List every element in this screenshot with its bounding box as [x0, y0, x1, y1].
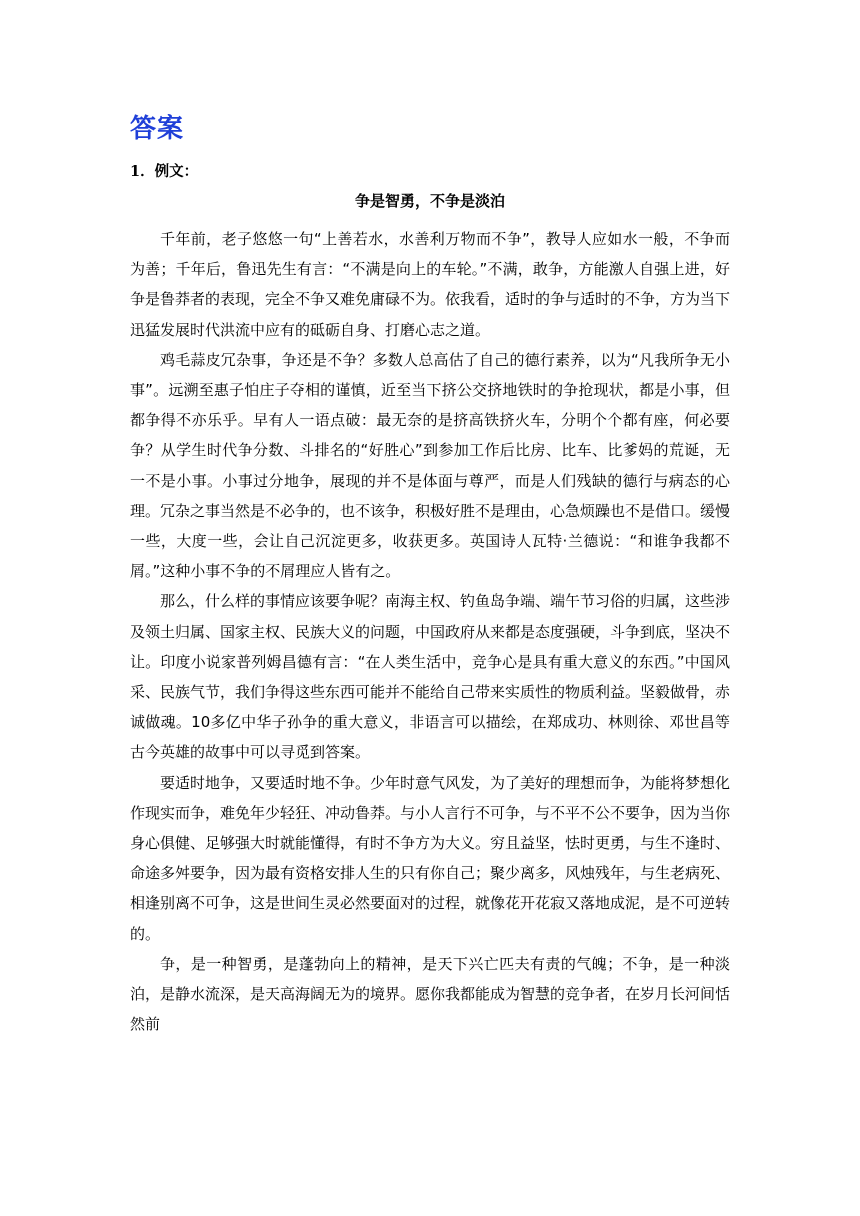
essay-paragraph: 鸡毛蒜皮冗杂事，争还是不争？多数人总高估了自己的德行素养，以为“凡我所争无小事”。远溯至惠子怕庄子夺相的谨慎，近至当下挤公交挤地铁时的争抢现状，都是小事，但都争得不亦乐乎。早有人一语点破：最无奈的是挤高铁挤火车，分明个个都有座，何必要争？从学生时代争分数、斗排名的“好胜心”到参加工作后比房、比车、比爹妈的荒诞，无一不是小事。小事过分地争，展现的并不是体面与尊严，而是人们残缺的德行与病态的心理。冗杂之事当然是不必争的，也不该争，积极好胜不是理由，心急烦躁也不是借口。缓慢一些，大度一些，会让自己沉淀更多，收获更多。英国诗人瓦特·兰德说：“和谁争我都不屑。”这种小事不争的不屑理应人皆有之。 [130, 350, 731, 581]
essay-paragraph: 争，是一种智勇，是蓬勃向上的精神，是天下兴亡匹夫有责的气魄；不争，是一种淡泊，是静水流深，是天高海阔无为的境界。愿你我都能成为智慧的竞争者，在岁月长河间恬然前 [130, 954, 731, 1034]
essay-body [130, 224, 730, 1039]
question-number-label: 1．例文： [130, 163, 199, 180]
essay-paragraph: 那么，什么样的事情应该要争呢？南海主权、钓鱼岛争端、端午节习俗的归属，这些涉及领土归属、国家主权、民族大义的问题，中国政府从来都是态度强硬，斗争到底，坚决不让。印度小说家普列姆昌德有言：“在人类生活中，竞争心是具有重大意义的东西。”中国风采、民族气节，我们争得这些东西可能并不能给自己带来实质性的物质利益。坚毅做骨，赤诚做魂。10多亿中华子孙争的重大意义，非语言可以描绘，在郑成功、林则徐、邓世昌等古今英雄的故事中可以寻觅到答案。 [130, 592, 731, 762]
essay-paragraph: 千年前，老子悠悠一句“上善若水，水善利万物而不争”，教导人应如水一般，不争而为善；千年后，鲁迅先生有言：“不满是向上的车轮。”不满，敢争，方能激人自强上进，好争是鲁莽者的表现，完全不争又难免庸碌不为。依我看，适时的争与适时的不争，方为当下迅猛发展时代洪流中应有的砥砺自身、打磨心志之道。 [130, 230, 731, 339]
essay-paragraph: 要适时地争，又要适时地不争。少年时意气风发，为了美好的理想而争，为能将梦想化作现实而争，难免年少轻狂、冲动鲁莽。与小人言行不可争，与不平不公不要争，因为当你身心俱健、足够强大时就能懂得，有时不争方为大义。穷且益坚，怯时更勇，与生不逢时、命途多舛要争，因为最有资格安排人生的只有你自己；聚少离多，风烛残年，与生老病死、相逢别离不可争，这是世间生灵必然要面对的过程，就像花开花寂又落地成泥，是不可逆转的。 [130, 773, 731, 943]
answer-heading: 答案 [130, 114, 185, 144]
essay-title: 争是智勇，不争是淡泊 [354, 192, 505, 210]
